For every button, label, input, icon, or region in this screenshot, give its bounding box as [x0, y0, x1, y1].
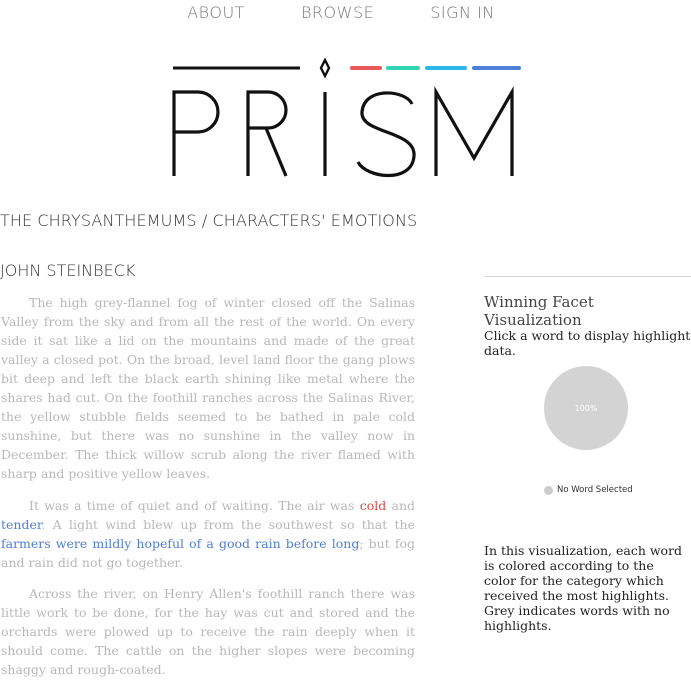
top-nav	[0, 3, 691, 25]
logo-letter-s	[358, 93, 414, 176]
logo-letter-m	[436, 92, 512, 176]
story-text-segment: ; but fog and rain did not go together.	[1, 535, 416, 570]
page-title: THE CHRYSANTHEMUMS / CHARACTERS' EMOTIONS	[0, 211, 418, 230]
sidebar-title: Winning Facet Visualization	[484, 293, 594, 329]
logo-letter-p	[174, 92, 218, 176]
story-text	[1, 293, 415, 692]
story-paragraph-3: Across the river, on Henry Allen's foothill ranch there was little work to be done, for the hay was cut and stored and the orchards were plowed up to receive the rain deeply when it should come. The cattle on the higher slopes were becoming shaggy and rough-coated.	[1, 586, 415, 677]
story-paragraph-1: The high grey-flannel fog of winter closed off the Salinas Valley from the sky and from all the rest of the world. On every side it sat like a lid on the mountains and made of the great valley a closed pot. On the broad, level land floor the gang plows bit deep and left the black earth shining like metal where the shares had cut. On the foothill ranches across the Salinas River, the yellow stubble fields seemed to be bathed in pale cold sunshine, but there was no sunshine in the valley now in December. The thick willow scrub along the river flamed with sharp and positive yellow leaves.	[1, 295, 415, 481]
word-tender[interactable]: tender	[1, 516, 42, 532]
sidebar-divider	[484, 276, 691, 277]
phrase-farmers-hopeful[interactable]: farmers were mildly hopeful of a good rain before long	[1, 535, 360, 551]
sidebar-hint: Click a word to display highlight data.	[484, 328, 691, 358]
nav-about-link[interactable]: ABOUT	[187, 3, 245, 22]
pie-slice-label: 100%	[574, 404, 598, 413]
story-text-segment: and	[386, 497, 416, 513]
legend-label: No Word Selected	[557, 485, 633, 495]
pie-legend	[544, 485, 633, 495]
facet-pie-chart	[543, 365, 629, 451]
author-name: JOHN STEINBECK	[0, 261, 136, 280]
sidebar-explanation: In this visualization, each word is colored according to the color for the category which received the most highlights. Grey indicates words with no highlights.	[484, 543, 683, 633]
story-paragraph-2	[1, 496, 415, 572]
nav-sign-in-link[interactable]: SIGN IN	[430, 3, 495, 22]
legend-swatch	[544, 486, 553, 495]
prism-logo[interactable]	[168, 58, 524, 182]
logo-letter-r	[248, 92, 286, 176]
logo-letter-i-drop	[321, 60, 329, 76]
story-text-segment: It was a time of quiet and of waiting. The air was	[29, 497, 360, 513]
nav-browse-link[interactable]: BROWSE	[300, 3, 375, 22]
story-text-segment: . A light wind blew up from the southwest so that the	[41, 516, 415, 532]
word-cold[interactable]: cold	[359, 497, 387, 513]
